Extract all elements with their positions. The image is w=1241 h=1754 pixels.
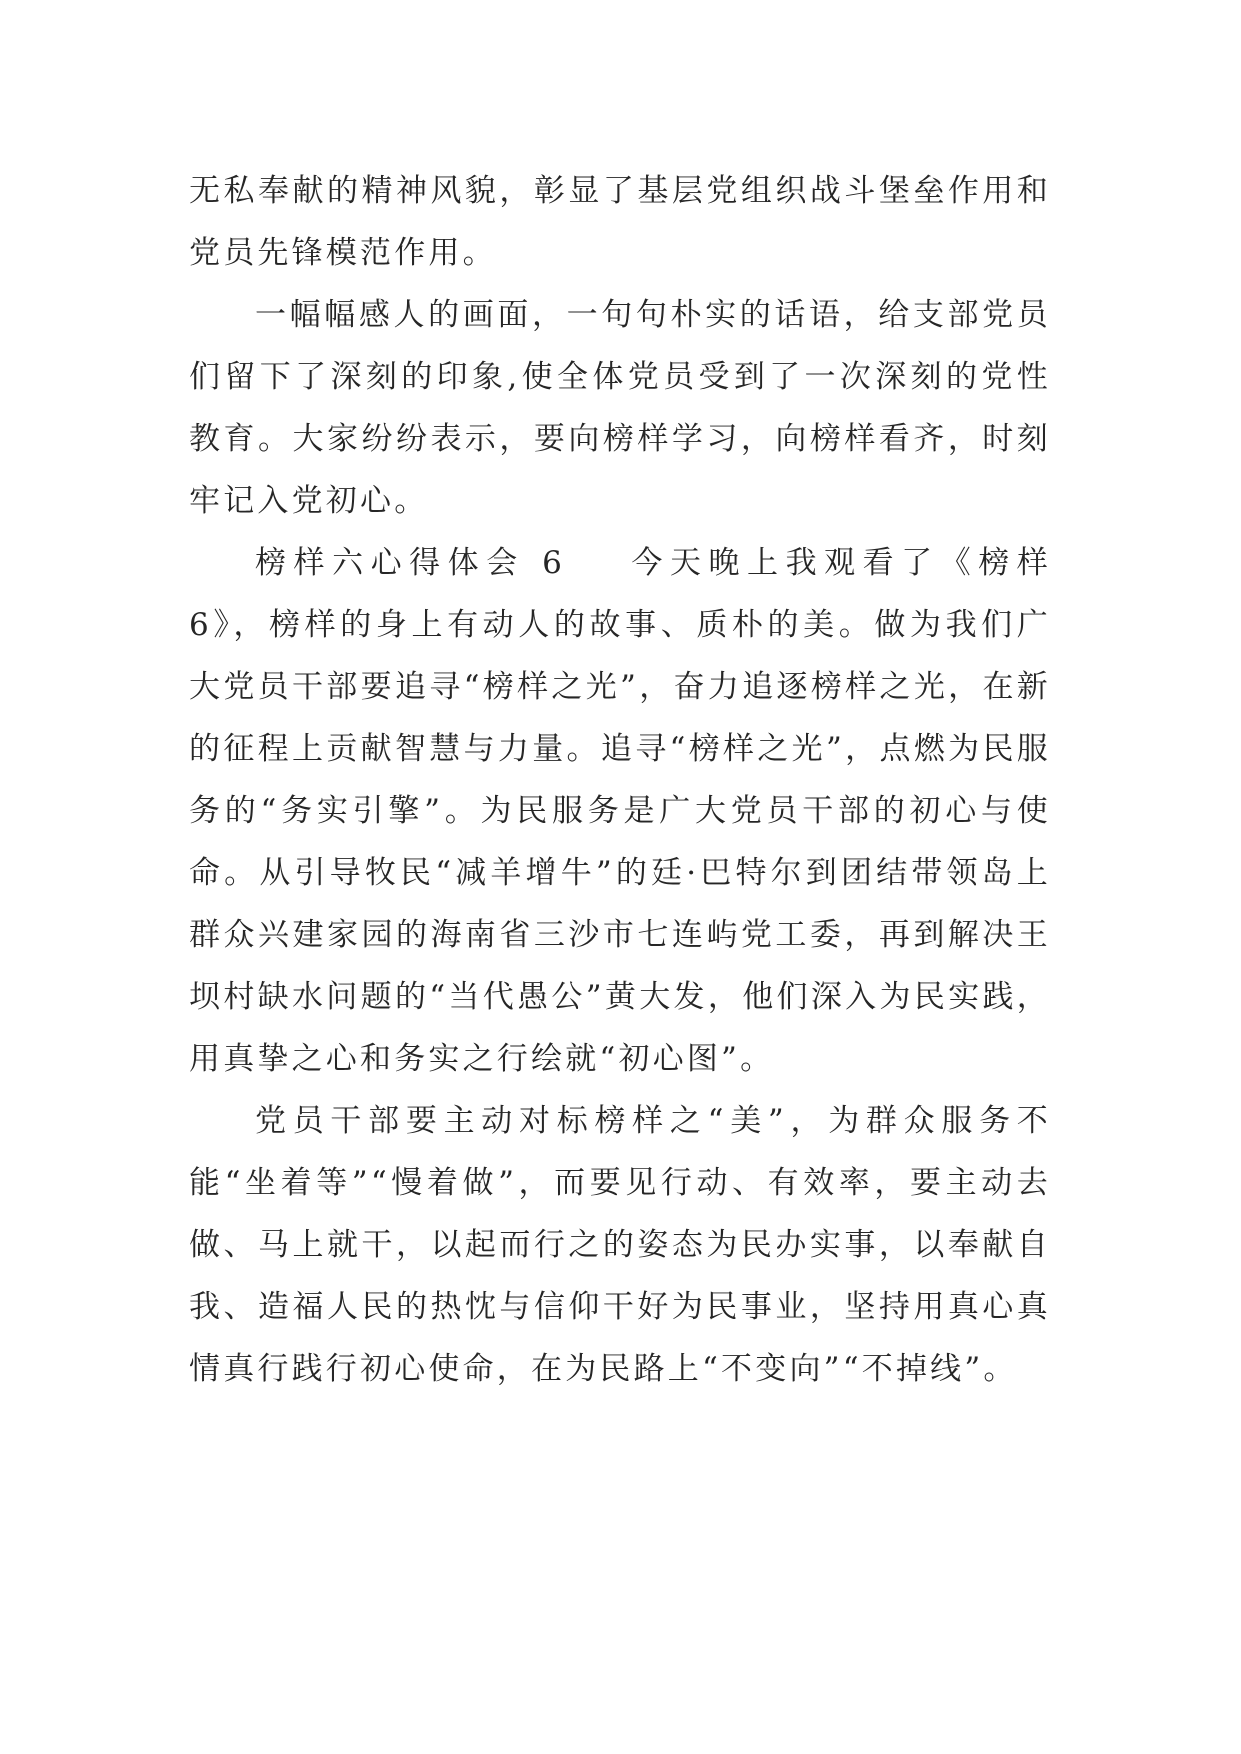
document-body (189, 160, 1051, 1400)
section-heading: 榜样六心得体会 6 (255, 545, 566, 581)
paragraph-2: 一幅幅感人的画面，一句句朴实的话语，给支部党员们留下了深刻的印象,使全体党员受到了一次深刻的党性教育。大家纷纷表示，要向榜样学习，向榜样看齐，时刻牢记入党初心。 (189, 297, 1051, 519)
paragraph-3-text: 今天晚上我观看了《榜样 6》，榜样的身上有动人的故事、质朴的美。做为我们广大党员干部要追寻“榜样之光”，奋力追逐榜样之光，在新的征程上贡献智慧与力量。追寻“榜样之光”，点燃为民服务的“务实引擎”。为民服务是广大党员干部的初心与使命。从引导牧民“减羊增牛”的廷·巴特尔到团结带领岛上群众兴建家园的海南省三沙市七连屿党工委，再到解决王坝村缺水问题的“当代愚公”黄大发，他们深入为民实践，用真挚之心和务实之行绘就“初心图”。 (189, 545, 1051, 1077)
paragraph-3 (189, 532, 1051, 1090)
paragraph-4: 党员干部要主动对标榜样之“美”，为群众服务不能“坐着等”“慢着做”，而要见行动、有效率，要主动去做、马上就干，以起而行之的姿态为民办实事，以奉献自我、造福人民的热忱与信仰干好为民事业，坚持用真心真情真行践行初心使命，在为民路上“不变向”“不掉线”。 (189, 1103, 1051, 1387)
paragraph-1: 无私奉献的精神风貌，彰显了基层党组织战斗堡垒作用和党员先锋模范作用。 (189, 173, 1051, 271)
